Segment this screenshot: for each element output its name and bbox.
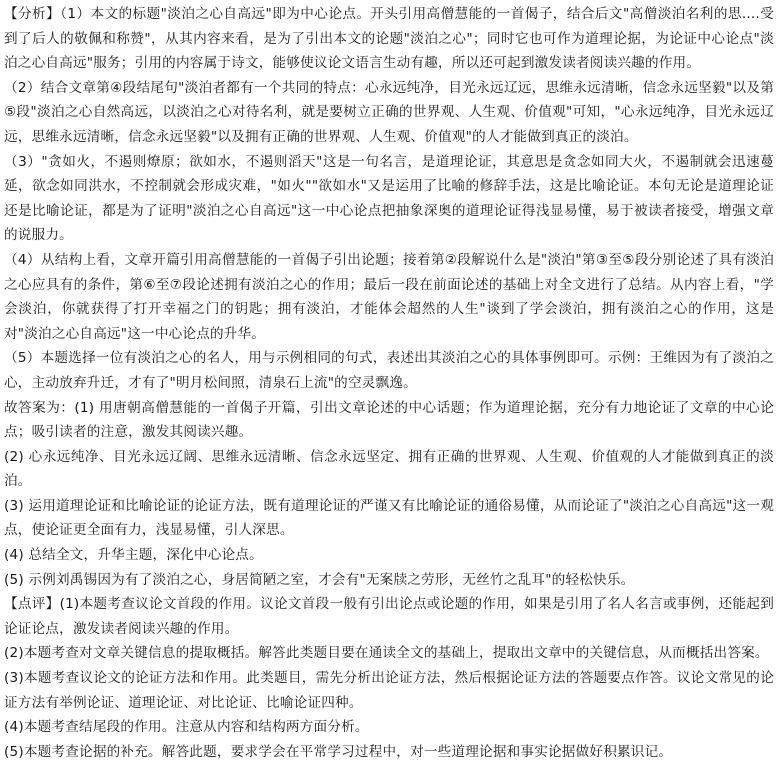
review-item-4: (4)本题考查结尾段的作用。注意从内容和结构两方面分析。	[4, 719, 369, 736]
review-item-5: (5)本题考查论据的补充。解答此题，要求学会在平常学习过程中，对一些道理论据和事实论据做好积累识记。	[4, 743, 673, 760]
answer-item-2: (2) 心永远纯净、目光永远辽阔、思维永远清晰、信念永远坚定、拥有正确的世界观、人生观、价值观的人才能做到真正的淡泊。	[4, 448, 774, 490]
answer-intro: 故答案为：(1) 用唐朝高僧慧能的一首偈子开篇，引出文章论述的中心话题；作为道理论据，充分有力地论证了文章的中心论点；吸引读者的注意，激发其阅读兴趣。	[4, 399, 774, 441]
analysis-paragraph-2: （2）结合文章第④段结尾句"淡泊者都有一个共同的特点：心永远纯净，目光永远辽远，思维永远清晰，信念永远坚毅"以及第⑤段"淡泊之心自然高远，以淡泊之心对待名利，就是要树立正确的世界观、人生观、价值观"可知，"心永远纯净，目光永远辽远，思维永远清晰，信念永远坚毅"以及拥有正确的世界观、人生观、价值观"的人才能做到真正的淡泊。	[4, 79, 774, 145]
review-item-3: (3)本题考查议论文的论证方法和作用。此类题目，需先分析出论证方法，然后根据论证方法的答题要点作答。议论文常见的论证方法有举例论证、道理论证、对比论证、比喻论证四种。	[4, 670, 774, 711]
analysis-paragraph-3: （3）"贪如火，不遏则燎原；欲如水，不遏则滔天"这是一句名言，是道理论证，其意思是贪念如同大火，不遏制就会迅速蔓延，欲念如同洪水，不控制就会形成灾难，"如火""欲如水"又是运用了比喻的修辞手法，这是比喻论证。本句无论是道理论证还是比喻论证，都是为了证明"淡泊之心自高远"这一中心论点把抽象深奥的道理论证得浅显易懂，易于被读者接受，增强文章的说服力。	[4, 153, 774, 244]
review-text-1: (1)本题考查议论文首段的作用。议论文首段一般有引出论点或论题的作用，如果是引用了名人名言或事例，还能起到论证论点，激发读者阅读兴趣的作用。	[4, 596, 774, 637]
analysis-paragraph-1	[4, 2, 774, 76]
analysis-paragraph-5: （5）本题选择一位有淡泊之心的名人，用与示例相同的句式，表述出其淡泊之心的具体事例即可。示例：王维因为有了淡泊之心，主动放弃升迁，才有了"明月松间照，清泉石上流"的空灵飘逸。	[4, 350, 774, 391]
review-paragraph-1	[4, 592, 774, 641]
review-item-2: (2)本题考查对文章关键信息的提取概括。解答此类题目要在通读全文的基础上，提取出文章中的关键信息，从而概括出答案。	[4, 645, 769, 662]
answer-item-3: (3) 运用道理论证和比喻论证的论证方法，既有道理论证的严谨又有比喻论证的通俗易懂，从而论证了"淡泊之心自高远"这一观点，使论证更全面有力，浅显易懂，引人深思。	[4, 497, 774, 539]
answer-item-4: (4) 总结全文，升华主题，深化中心论点。	[4, 547, 263, 564]
answer-item-5: (5) 示例刘禹锡因为有了淡泊之心，身居简陋之室，才会有"无案牍之劳形，无丝竹之乱耳"的轻松快乐。	[4, 571, 635, 588]
analysis-text-1: （1）本文的标题"淡泊之心自高远"即为中心论点。开头引用高僧慧能的一首偈子，结合后文"高僧淡泊名利的思....受到了后人的敬佩和称赞"，从其内容来看，是为了引出本文的论题"淡泊之心"；同时它也可作为道理论据，为论证中心论点"淡泊之心自高远"服务；引用的内容属于诗文，能够使议论文语言生动有趣，所以还可起到激发读者阅读兴趣的作用。	[4, 6, 774, 72]
review-tag: 【点评】	[4, 596, 60, 613]
analysis-tag: 【分析】	[4, 6, 61, 22]
analysis-paragraph-4: （4）从结构上看，文章开篇引用高僧慧能的一首偈子引出论题；接着第②段解说什么是"淡泊"第③至⑤段分别论述了具有淡泊之心应具有的条件，第⑥至⑦段论述拥有淡泊之心的作用；最后一段在前面论述的基础上对全文进行了总结。从内容上看，"学会淡泊，你就获得了打开幸福之门的钥匙；拥有淡泊，才能体会超然的人生"谈到了学会淡泊，拥有淡泊之心的作用，这是对"淡泊之心自高远"这一中心论点的升华。	[4, 251, 774, 342]
